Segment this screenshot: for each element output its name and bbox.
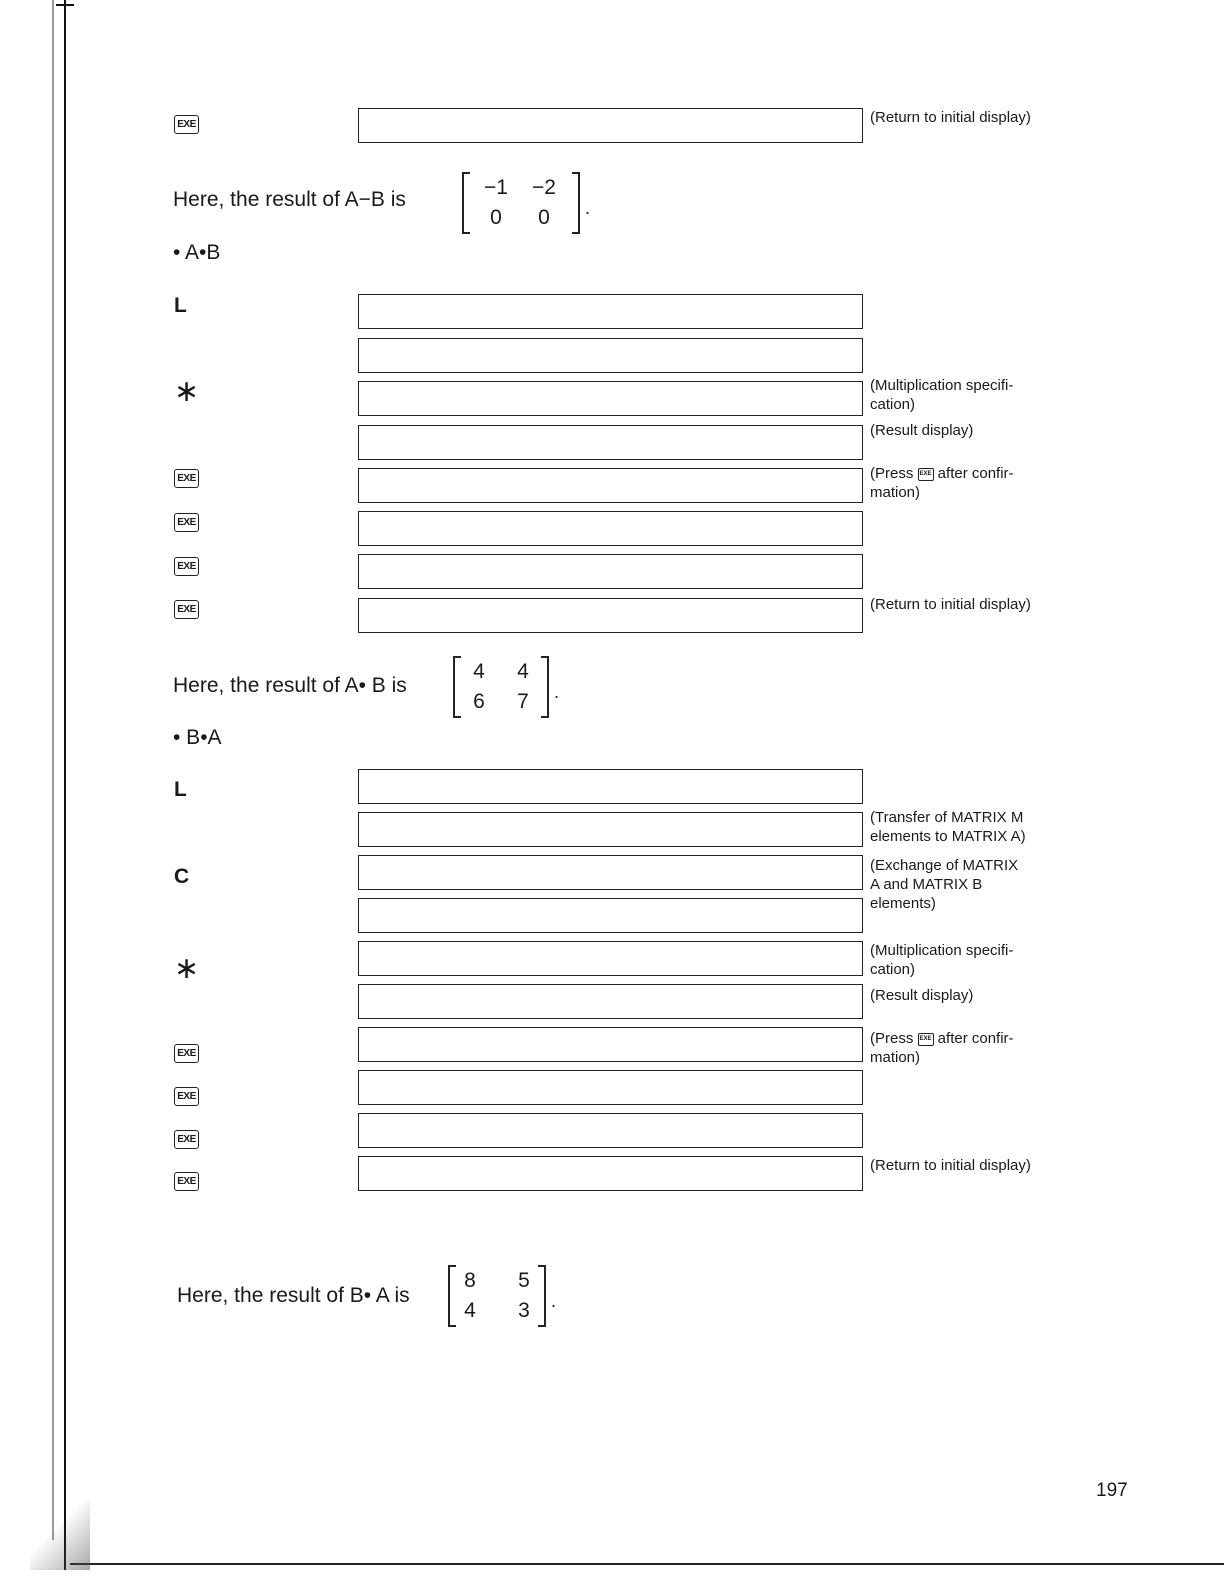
lcd-screen <box>358 381 863 416</box>
note-return: (Return to initial display) <box>870 1157 1031 1174</box>
lcd-screen <box>358 425 863 460</box>
exe-key-icon: EXE <box>174 600 199 619</box>
exe-key-icon: EXE <box>918 468 934 481</box>
lcd-line-1 <box>367 1018 862 1019</box>
note-text: after confir- mation) <box>870 1030 1014 1066</box>
result-b-times-a-matrix <box>448 1265 556 1327</box>
lcd-screen <box>358 338 863 373</box>
lcd-line-1 <box>367 632 862 633</box>
matrix-cell: 4 <box>464 1299 476 1322</box>
result-a-times-b-text: Here, the result of A• B is <box>173 674 407 697</box>
lcd-line-1 <box>367 1061 862 1062</box>
matrix-cell: 4 <box>473 660 485 683</box>
lcd-line-1 <box>367 889 862 890</box>
key-multiply: ∗ <box>174 375 200 408</box>
matrix-cell: 4 <box>517 660 529 683</box>
key-multiply: ∗ <box>174 952 200 985</box>
binding-edge <box>64 0 66 1570</box>
lcd-line-1 <box>367 1104 862 1105</box>
note-text: after confir- mation) <box>870 465 1014 501</box>
lcd-screen <box>358 1113 863 1148</box>
lcd-screen <box>358 1156 863 1191</box>
key-c: C <box>174 865 190 888</box>
lcd-line-1 <box>367 415 862 416</box>
lcd-screen <box>358 468 863 503</box>
note-transfer: (Transfer of MATRIX M elements to MATRIX A) <box>870 809 1026 845</box>
lcd-screen <box>358 108 863 143</box>
exe-key-icon: EXE <box>174 469 199 488</box>
note-press-exe <box>870 1029 1060 1067</box>
binding-tick <box>56 4 74 6</box>
note-text: (Press <box>870 1030 918 1047</box>
note-press-exe <box>870 464 1060 502</box>
lcd-line-1 <box>367 545 862 546</box>
heading-b-times-a: • B•A <box>173 726 222 749</box>
note-result-display: (Result display) <box>870 422 974 439</box>
matrix-cell: 3 <box>518 1299 530 1322</box>
key-l: L <box>174 294 187 317</box>
lcd-line-1 <box>367 588 862 589</box>
exe-key-icon: EXE <box>174 1172 199 1191</box>
lcd-line-1 <box>367 975 862 976</box>
note-result-display: (Result display) <box>870 987 974 1004</box>
lcd-line-1 <box>367 1147 862 1148</box>
matrix-cell: −1 <box>484 176 508 199</box>
matrix-cell: 6 <box>473 690 485 713</box>
lcd-screen <box>358 898 863 933</box>
bracket-left <box>462 172 470 234</box>
matrix-cell: 0 <box>490 206 502 229</box>
lcd-screen <box>358 511 863 546</box>
lcd-line-1 <box>367 142 862 143</box>
note-return: (Return to initial display) <box>870 109 1031 126</box>
note-multiplication: (Multiplication specifi- cation) <box>870 377 1014 413</box>
lcd-line-1 <box>367 846 862 847</box>
exe-key-icon: EXE <box>174 513 199 532</box>
matrix-cell: 5 <box>518 1269 530 1292</box>
lcd-line-1 <box>367 803 862 804</box>
exe-key-icon: EXE <box>174 1130 199 1149</box>
bracket-right <box>538 1265 546 1327</box>
lcd-screen <box>358 812 863 847</box>
key-l: L <box>174 778 187 801</box>
matrix-cell: 8 <box>464 1269 476 1292</box>
lcd-screen <box>358 1070 863 1105</box>
bracket-right <box>541 656 549 718</box>
lcd-screen <box>358 1027 863 1062</box>
bottom-rule <box>70 1563 1224 1565</box>
exe-key-icon: EXE <box>174 1044 199 1063</box>
matrix-cell: 0 <box>538 206 550 229</box>
result-a-times-b-matrix <box>453 656 559 718</box>
matrix-cell: 7 <box>517 690 529 713</box>
lcd-screen <box>358 554 863 589</box>
lcd-screen <box>358 769 863 804</box>
result-b-times-a-text: Here, the result of B• A is <box>177 1284 410 1307</box>
lcd-screen <box>358 598 863 633</box>
lcd-line-1 <box>367 932 862 933</box>
lcd-screen <box>358 294 863 329</box>
note-exchange: (Exchange of MATRIX A and MATRIX B elements) <box>870 857 1019 912</box>
lcd-line-1 <box>367 1190 862 1191</box>
lcd-line-1 <box>367 459 862 460</box>
exe-key-icon: EXE <box>174 1087 199 1106</box>
page-corner-shadow <box>30 1500 90 1570</box>
lcd-screen <box>358 855 863 890</box>
page-margin-line <box>52 0 54 1540</box>
heading-a-times-b: • A•B <box>173 241 221 264</box>
lcd-line-1 <box>367 328 862 329</box>
lcd-line-1 <box>367 372 862 373</box>
period: . <box>550 1291 556 1311</box>
lcd-screen <box>358 984 863 1019</box>
exe-key-icon: EXE <box>174 557 199 576</box>
result-a-minus-b-matrix <box>462 172 590 234</box>
note-text: (Press <box>870 465 918 482</box>
note-multiplication: (Multiplication specifi- cation) <box>870 942 1014 978</box>
page-number: 197 <box>1096 1480 1128 1501</box>
period: . <box>553 682 559 702</box>
result-a-minus-b-text: Here, the result of A−B is <box>173 188 406 211</box>
exe-key-icon: EXE <box>174 115 199 134</box>
matrix-cell: −2 <box>532 176 556 199</box>
bracket-right <box>572 172 580 234</box>
period: . <box>584 198 590 218</box>
exe-key-icon: EXE <box>918 1033 934 1046</box>
lcd-line-1 <box>367 502 862 503</box>
note-return: (Return to initial display) <box>870 596 1031 613</box>
lcd-screen <box>358 941 863 976</box>
